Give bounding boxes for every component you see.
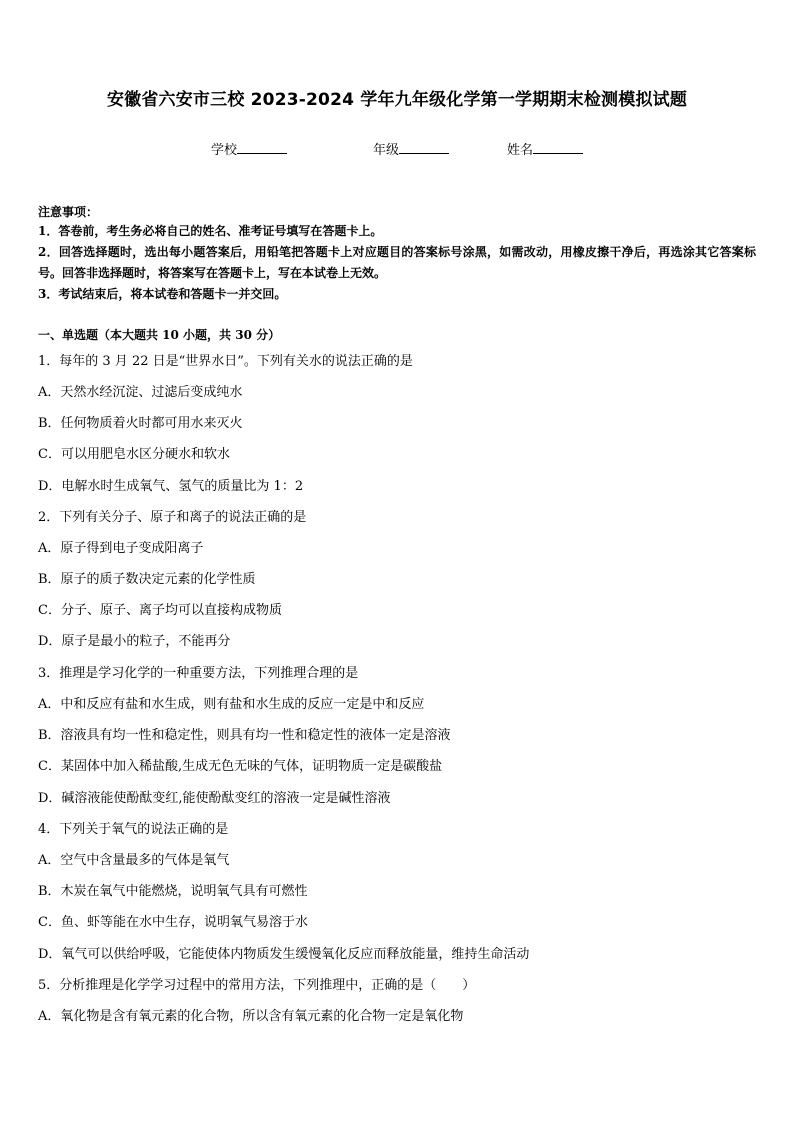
question-1-option-a: A．天然水经沉淀、过滤后变成纯水	[38, 385, 243, 400]
question-2-option-c: C．分子、原子、离子均可以直接构成物质	[38, 603, 282, 618]
question-4-option-b: B．木炭在氧气中能燃烧，说明氧气具有可燃性	[38, 884, 308, 899]
question-4-option-a: A．空气中含量最多的气体是氧气	[38, 853, 230, 868]
question-4-option-d: D．氧气可以供给呼吸，它能使体内物质发生缓慢氧化反应而释放能量，维持生命活动	[38, 947, 530, 962]
name-label: 姓名	[507, 143, 534, 158]
question-2-option-b: B．原子的质子数决定元素的化学性质	[38, 572, 256, 587]
question-3-option-b: B．溶液具有均一性和稳定性，则具有均一性和稳定性的液体一定是溶液	[38, 728, 451, 743]
grade-label: 年级	[373, 143, 400, 158]
question-2-stem: 2．下列有关分子、原子和离子的说法正确的是	[38, 510, 307, 525]
question-2-option-a: A．原子得到电子变成阳离子	[38, 541, 204, 556]
school-blank	[237, 140, 287, 154]
school-label: 学校	[211, 143, 238, 158]
question-1-stem: 1．每年的 3 月 22 日是“世界水日”。下列有关水的说法正确的是	[38, 354, 413, 369]
question-5-option-a: A．氧化物是含有氧元素的化合物，所以含有氧元素的化合物一定是氧化物	[38, 1009, 464, 1024]
grade-field	[373, 140, 449, 160]
exam-title: 安徽省六安市三校 2023-2024 学年九年级化学第一学期期末检测模拟试题	[106, 90, 688, 110]
question-3-option-d: D．碱溶液能使酚酞变红,能使酚酞变红的溶液一定是碱性溶液	[38, 791, 391, 806]
grade-blank	[399, 140, 449, 154]
name-field	[507, 140, 583, 160]
notes-heading: 注意事项：	[38, 205, 99, 219]
question-1-option-b: B．任何物质着火时都可用水来灭火	[38, 416, 243, 431]
name-blank	[533, 140, 583, 154]
question-4-option-c: C．鱼、虾等能在水中生存，说明氧气易溶于水	[38, 915, 308, 930]
question-3-option-a: A．中和反应有盐和水生成，则有盐和水生成的反应一定是中和反应	[38, 697, 425, 712]
school-field	[211, 140, 287, 160]
question-1-option-d: D．电解水时生成氧气、氢气的质量比为 1：2	[38, 479, 304, 494]
question-4-stem: 4．下列关于氧气的说法正确的是	[38, 822, 229, 837]
note-item-3: 3．考试结束后，将本试卷和答题卡一并交回。	[38, 287, 287, 301]
note-item-2: 2．回答选择题时，选出每小题答案后，用铅笔把答题卡上对应题目的答案标号涂黑，如需改动，用橡皮擦干净后，再选涂其它答案标号。回答非选择题时，将答案写在答题卡上，写在本试卷上无效。	[38, 245, 756, 280]
question-3-stem: 3．推理是学习化学的一种重要方法，下列推理合理的是	[38, 666, 359, 681]
question-1-option-c: C．可以用肥皂水区分硬水和软水	[38, 447, 230, 462]
question-3-option-c: C．某固体中加入稀盐酸,生成无色无味的气体，证明物质一定是碳酸盐	[38, 759, 443, 774]
note-item-1: 1．答卷前，考生务必将自己的姓名、准考证号填写在答题卡上。	[38, 224, 383, 238]
question-5-stem: 5．分析推理是化学学习过程中的常用方法，下列推理中，正确的是（ ）	[38, 978, 476, 993]
section-heading: 一、单选题（本大题共 10 小题，共 30 分）	[38, 328, 281, 342]
question-2-option-d: D．原子是最小的粒子，不能再分	[38, 634, 231, 649]
